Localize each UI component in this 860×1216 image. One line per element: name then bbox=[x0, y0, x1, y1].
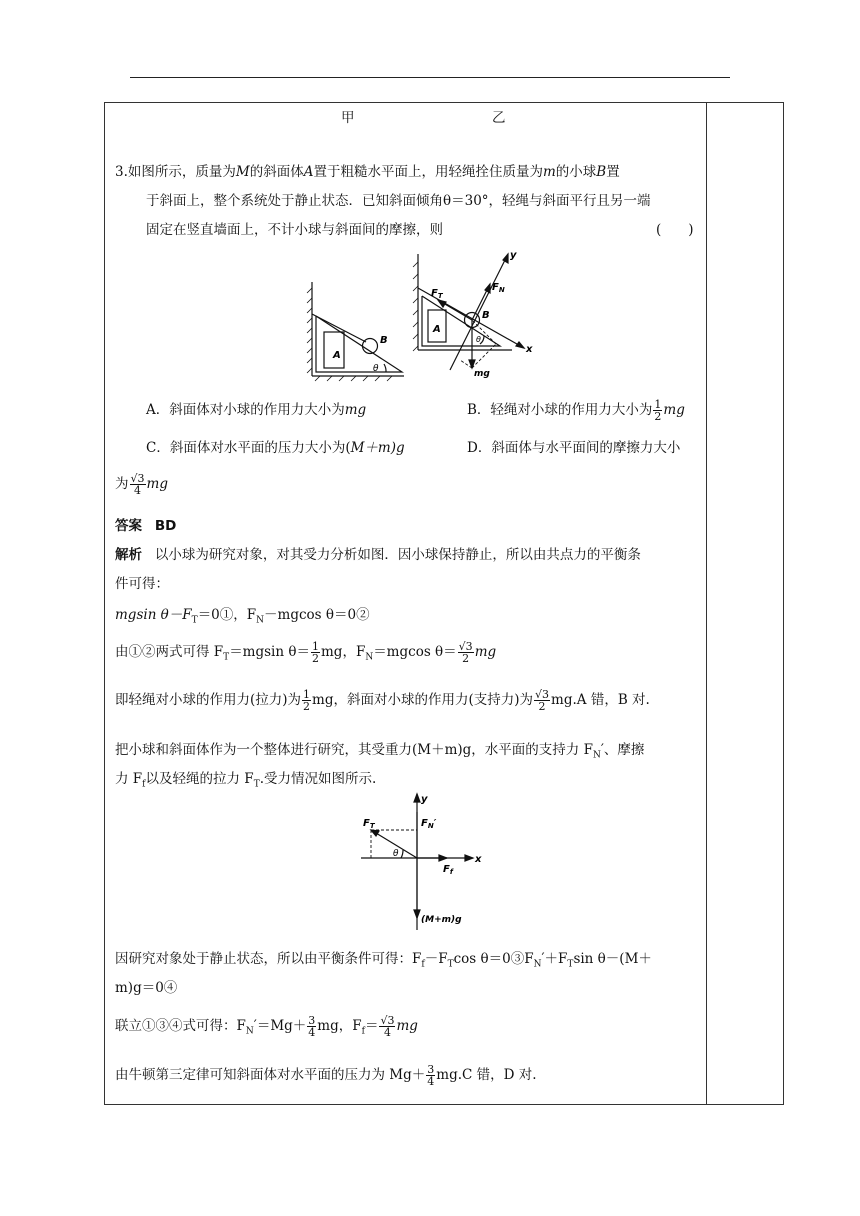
option-B: B．轻绳对小球的作用力大小为 $\frac{1}{2}$ mg bbox=[467, 398, 685, 423]
label-theta-2: θ bbox=[393, 849, 399, 859]
analysis-line-9: 由牛顿第三定律可知斜面体对水平面的压力为 Mg＋ $\frac{3}{4}$ mg.C 错，D 对. bbox=[115, 1063, 537, 1088]
analysis-line-2: 件可得： bbox=[115, 576, 169, 592]
label-Ff: $F_f$ bbox=[443, 864, 453, 876]
label-B-left: B bbox=[380, 335, 388, 346]
question-line-1: 3.如图所示，质量为M的斜面体A置于粗糙水平面上，用轻绳拴住质量为m的小球B置 bbox=[115, 164, 620, 180]
analysis-line-8: 联立①③④式可得：$F_N'=Mg+$ $\frac{3}{4}$ mg，$F_f=$ $\frac{√3}{4}$ mg bbox=[115, 1014, 418, 1039]
analysis-eq-2: 由①②两式可得 $F_T=mgsin$ θ＝ $\frac{1}{2}$ mg，$F_N=mgcos$ θ＝ $\frac{√3}{2}$ mg bbox=[115, 640, 497, 665]
label-FT-2: $F_T$ bbox=[363, 818, 375, 830]
label-Mmg: (M+m)g bbox=[421, 915, 462, 925]
label-theta-right: θ bbox=[476, 335, 481, 344]
system-force-diagram bbox=[355, 790, 495, 935]
question-line-2: 于斜面上，整个系统处于静止状态．已知斜面倾角θ＝30°，轻绳与斜面平行且另一端 bbox=[146, 193, 651, 209]
right-force-diagram bbox=[413, 254, 524, 370]
label-mg: mg bbox=[474, 369, 490, 379]
header-rule bbox=[130, 77, 730, 78]
incline-figure bbox=[300, 248, 540, 383]
question-line-3: 固定在竖直墙面上，不计小球与斜面间的摩擦，则 bbox=[146, 222, 443, 238]
table-column-divider bbox=[706, 102, 707, 1105]
analysis-line-5: 力 $F_f$以及轻绳的拉力 $F_T$.受力情况如图所示. bbox=[115, 771, 377, 790]
label-FN-right: $F_N$ bbox=[492, 282, 505, 294]
analysis-line-7: m)g＝0④ bbox=[115, 980, 178, 996]
label-FT-right: $F_T$ bbox=[431, 288, 443, 300]
analysis-line-3: 即轻绳对小球的作用力(拉力)为 $\frac{1}{2}$ mg，斜面对小球的作用力(支持力)为 $\frac{√3}{2}$ mg.A 错，B 对. bbox=[115, 688, 650, 713]
left-incline-diagram bbox=[307, 282, 404, 381]
label-FN-prime: $F_N'$ bbox=[421, 818, 437, 830]
label-B-right: B bbox=[482, 310, 490, 321]
option-D: D．斜面体与水平面间的摩擦力大小 bbox=[467, 440, 681, 456]
label-y-axis-2: y bbox=[421, 794, 428, 805]
figure-label-yi: 乙 bbox=[492, 110, 506, 126]
answer-paren: ( ) bbox=[656, 222, 694, 238]
analysis-line-6: 因研究对象处于静止状态，所以由平衡条件可得：$F_f-F_T\cos$ $\theta=0③F_N'+F_T\sin$ θ－(M＋ bbox=[115, 951, 652, 970]
answer-line: 答案 BD bbox=[115, 518, 177, 534]
label-theta-left: θ bbox=[373, 364, 379, 374]
label-x-axis-2: x bbox=[475, 854, 482, 865]
analysis-line-4: 把小球和斜面体作为一个整体进行研究，其受重力(M＋m)g，水平面的支持力 $F_N'$、摩擦 bbox=[115, 742, 645, 761]
figure-label-jia: 甲 bbox=[341, 110, 355, 126]
label-A-right: A bbox=[433, 324, 441, 335]
label-A-left: A bbox=[333, 350, 341, 361]
label-x-axis: x bbox=[526, 344, 533, 355]
label-y-axis: y bbox=[510, 250, 517, 261]
analysis-eq-1: mgsin $\theta-F_T=0①$，$F_N-mgcos$ θ＝0② bbox=[115, 607, 370, 626]
option-D-cont: 为 $\frac{√3}{4}$ mg bbox=[115, 472, 168, 497]
analysis-line-1: 解析 以小球为研究对象，对其受力分析如图．因小球保持静止，所以由共点力的平衡条 bbox=[115, 547, 641, 563]
option-A: A．斜面体对小球的作用力大小为mg bbox=[146, 402, 367, 418]
option-C: C．斜面体对水平面的压力大小为(M＋m)g bbox=[146, 440, 405, 456]
